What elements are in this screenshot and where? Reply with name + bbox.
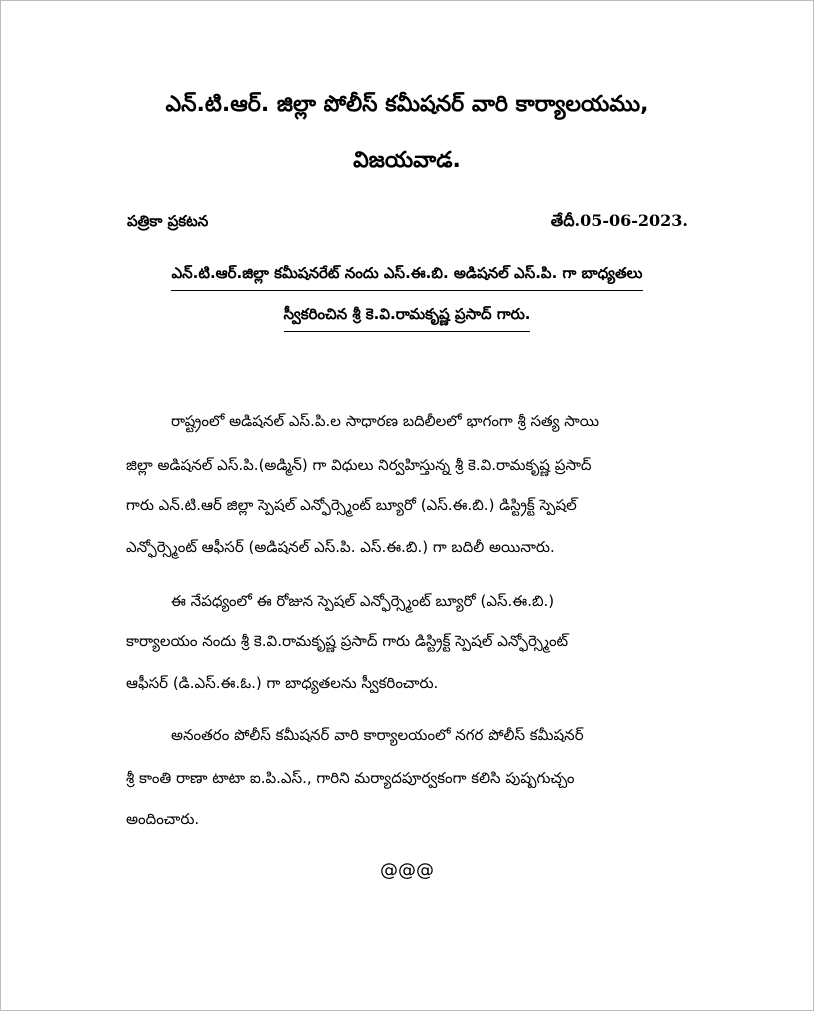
paragraph-3-line-1: అనంతరం పోలీస్ కమీషనర్ వారి కార్యాలయంలో నగర పోలీస్ కమీషనర్ [171, 726, 584, 744]
release-date: తేదీ.05-06-2023. [550, 211, 688, 230]
subject-heading-line-1 [0, 264, 814, 291]
paragraph-1-line-4: ఎన్ఫోర్స్మెంట్ ఆఫీసర్ (అడిషనల్ ఎస్.పి. ఎస్.ఈ.బి.) గా బదిలీ అయినారు. [126, 538, 555, 556]
subject-heading-text-1: ఎన్.టి.ఆర్.జిల్లా కమీషనరేట్ నందు ఎస్.ఈ.బి. అడిషనల్ ఎస్.పి. గా బాధ్యతలు [171, 264, 642, 291]
paragraph-2-line-2: కార్యాలయం నందు శ్రీ కె.వి.రామకృష్ణ ప్రసాద్ గారు డిస్ట్రిక్ట్ స్పెషల్ ఎన్ఫోర్స్మెంట్ [126, 632, 569, 650]
office-city: విజయవాడ. [353, 148, 461, 173]
paragraph-2-line-3: ఆఫీసర్ (డి.ఎస్.ఈ.ఓ.) గా బాధ్యతలను స్వీకరించారు. [126, 674, 439, 692]
paragraph-1-line-3: గారు ఎన్.టి.ఆర్ జిల్లా స్పెషల్ ఎన్ఫోర్స్మెంట్ బ్యూరో (ఎస్.ఈ.బి.) డిస్ట్రిక్ట్ స్పెషల్ [126, 496, 577, 514]
paragraph-1-line-1: రాష్ట్రంలో అడిషనల్ ఎస్.పి.ల సాధారణ బదిలీలలో భాగంగా శ్రీ సత్య సాయి [171, 412, 600, 430]
paragraph-1-line-2: జిల్లా అడిషనల్ ఎస్.పి.(అడ్మిన్) గా విధులు నిర్వహిస్తున్న శ్రీ కె.వి.రామకృష్ణ ప్రసాద్ [126, 456, 592, 474]
signoff-mark: @@@ [380, 860, 434, 881]
office-title: ఎన్.టి.ఆర్. జిల్లా పోలీస్ కమీషనర్ వారి కార్యాలయము, [165, 92, 649, 117]
paragraph-3-line-2: శ్రీ కాంతి రాణా టాటా ఐ.పి.ఎస్., గారిని మర్యాదపూర్వకంగా కలిసి పుష్పగుచ్చం [126, 769, 575, 787]
subject-heading-line-2 [0, 305, 814, 332]
press-release-label: పత్రికా ప్రకటన [127, 212, 209, 230]
paragraph-2-line-1: ఈ నేపధ్యంలో ఈ రోజున స్పెషల్ ఎన్ఫోర్స్మెంట్ బ్యూరో (ఎస్.ఈ.బి.) [171, 592, 555, 610]
subject-heading-text-2: స్వీకరించిన శ్రీ కె.వి.రామకృష్ణ ప్రసాద్ గారు. [284, 305, 531, 332]
paragraph-3-line-3: అందించారు. [126, 810, 200, 828]
